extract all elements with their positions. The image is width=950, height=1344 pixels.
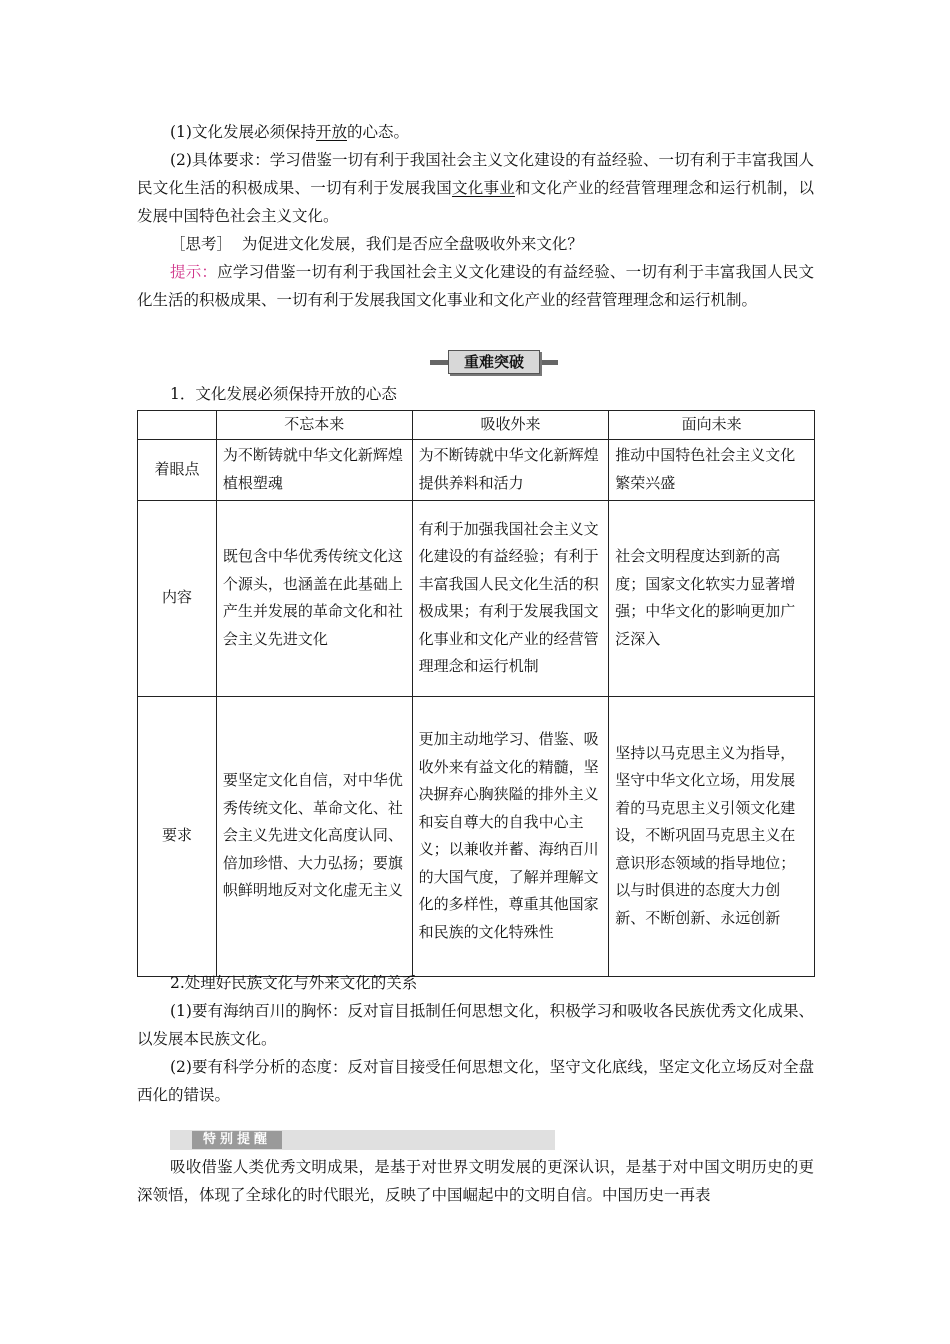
- table-cell: 有利于加强我国社会主义文化建设的有益经验；有利于丰富我国人民文化生活的积极成果；有利于发展我国文化事业和文化产业的经营管理理念和运行机制: [412, 500, 609, 696]
- paragraph-requirements: (2)具体要求：学习借鉴一切有利于我国社会主义文化建设的有益经验、一切有利于丰富我国人民文化生活的积极成果、一切有利于发展我国文化事业和文化产业的经营管理理念和运行机制，以发展中国特色社会主义文化。: [137, 151, 814, 225]
- row-label: 着眼点: [138, 439, 217, 500]
- table-row: [138, 696, 815, 976]
- table-cell: 要坚定文化自信，对中华优秀传统文化、革命文化、社会主义先进文化高度认同、倍加珍惜、大力弘扬；要旗帜鲜明地反对文化虚无主义: [216, 696, 412, 976]
- table-header-cell: 面向未来: [609, 411, 815, 440]
- item2-paragraph-2: (2)要有科学分析的态度：反对盲目接受任何思想文化，坚守文化底线，坚定文化立场反对全盘西化的错误。: [137, 1058, 814, 1104]
- table-cell: 更加主动地学习、借鉴、吸收外来有益文化的精髓，坚决摒弃心胸狭隘的排外主义和妄自尊大的自我中心主义；以兼收并蓄、海纳百川的大国气度，了解并理解文化的多样性，尊重其他国家和民族的文化特殊性: [412, 696, 609, 976]
- table-header-cell: 吸收外来: [412, 411, 609, 440]
- item1-title: 1．文化发展必须保持开放的心态: [170, 385, 397, 403]
- table-row: [138, 500, 815, 696]
- special-tip-bar: [170, 1130, 555, 1150]
- table-cell: 推动中国特色社会主义文化繁荣兴盛: [609, 439, 815, 500]
- underlined-term: 开放: [315, 123, 347, 141]
- hint-label: 提示：: [170, 263, 218, 281]
- special-tip-label: 特别提醒: [192, 1131, 282, 1149]
- think-question: ［思考］ 为促进文化发展，我们是否应全盘吸收外来文化？: [170, 235, 583, 253]
- hint-paragraph: 提示：应学习借鉴一切有利于我国社会主义文化建设的有益经验、一切有利于丰富我国人民文化生活的积极成果、一切有利于发展我国文化事业和文化产业的经营管理理念和运行机制。: [137, 263, 814, 309]
- item2-paragraph-1: (1)要有海纳百川的胸怀：反对盲目抵制任何思想文化，积极学习和吸收各民族优秀文化成果、以发展本民族文化。: [137, 1002, 814, 1048]
- row-label: 要求: [138, 696, 217, 976]
- section-banner: [430, 350, 558, 374]
- paragraph-open-mind: (1)文化发展必须保持开放的心态。: [170, 123, 409, 141]
- row-label: 内容: [138, 500, 217, 696]
- closing-paragraph: 吸收借鉴人类优秀文明成果，是基于对世界文明发展的更深认识，是基于对中国文明历史的更深领悟，体现了全球化的时代眼光，反映了中国崛起中的文明自信。中国历史一再表: [137, 1158, 814, 1204]
- table-cell: 既包含中华优秀传统文化这个源头，也涵盖在此基础上产生并发展的革命文化和社会主义先进文化: [216, 500, 412, 696]
- table-cell: 为不断铸就中华文化新辉煌提供养料和活力: [412, 439, 609, 500]
- table-header-row: [138, 411, 815, 440]
- think-label: ［思考］: [170, 235, 233, 253]
- table-header-cell: 不忘本来: [216, 411, 412, 440]
- comparison-table: [137, 410, 815, 977]
- banner-title: 重难突破: [448, 350, 540, 374]
- underlined-term: 文化事业: [451, 179, 515, 197]
- item2-title: 2.处理好民族文化与外来文化的关系: [170, 974, 418, 992]
- table-cell: 社会文明程度达到新的高度；国家文化软实力显著增强；中华文化的影响更加广泛深入: [609, 500, 815, 696]
- table-header-cell: [138, 411, 217, 440]
- table-cell: 为不断铸就中华文化新辉煌植根塑魂: [216, 439, 412, 500]
- table-cell: 坚持以马克思主义为指导，坚守中华文化立场，用发展着的马克思主义引领文化建设，不断巩固马克思主义在意识形态领域的指导地位；以与时俱进的态度大力创新、不断创新、永远创新: [609, 696, 815, 976]
- table-row: [138, 439, 815, 500]
